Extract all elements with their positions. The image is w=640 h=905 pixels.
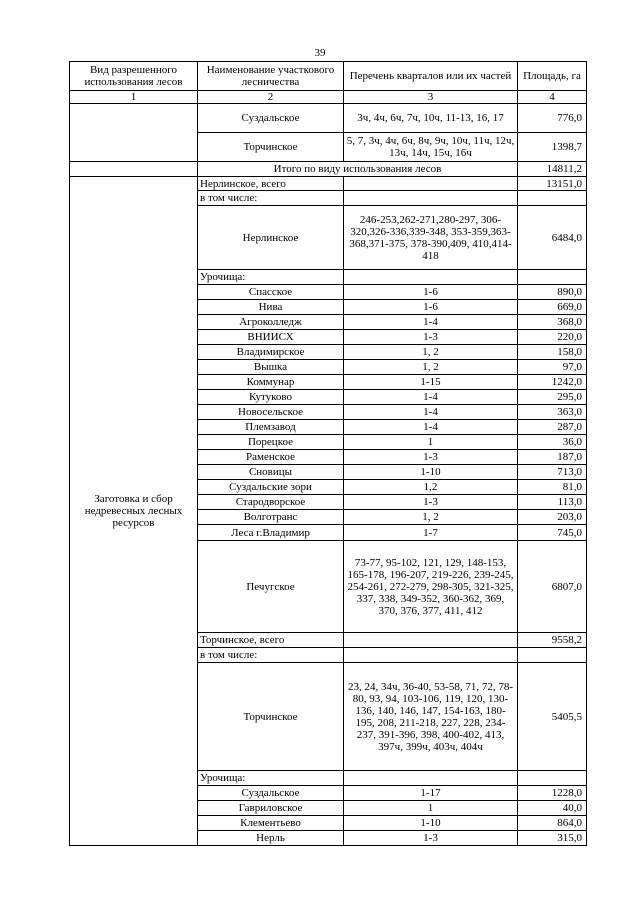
area-cell [518,771,587,786]
area-cell: 97,0 [518,360,587,375]
block-list-cell: 1, 2 [344,345,518,360]
district-name-cell: Сновицы [198,465,344,480]
area-cell: 1242,0 [518,375,587,390]
area-cell [518,648,587,663]
area-cell: 745,0 [518,525,587,541]
district-name-cell: Печугское [198,541,344,633]
area-cell: 5405,5 [518,663,587,771]
column-number-row [70,91,587,104]
column-number: 1 [70,91,198,104]
district-name-cell: Нерль [198,831,344,846]
empty-use-type-cell [70,104,198,162]
district-name-cell: Леса г.Владимир [198,525,344,541]
column-number: 3 [344,91,518,104]
district-name-cell: Урочища: [198,771,344,786]
district-name-cell: Спасское [198,285,344,300]
area-cell: 40,0 [518,801,587,816]
district-name-cell: Торчинское [198,663,344,771]
district-name-cell: в том числе: [198,191,344,206]
area-cell: 13151,0 [518,177,587,191]
block-list-cell: 1, 2 [344,510,518,525]
empty-use-type-cell [70,162,198,177]
area-cell [518,191,587,206]
area-cell: 368,0 [518,315,587,330]
area-cell: 36,0 [518,435,587,450]
block-list-cell: 1 [344,801,518,816]
block-list-cell: 1-6 [344,300,518,315]
area-cell: 295,0 [518,390,587,405]
district-name-cell: Суздальское [198,786,344,801]
block-list-cell [344,177,518,191]
block-list-cell: 1 [344,435,518,450]
block-list-cell [344,771,518,786]
district-name-cell: ВНИИСХ [198,330,344,345]
area-cell: 1228,0 [518,786,587,801]
area-cell: 220,0 [518,330,587,345]
block-list-cell: 1-15 [344,375,518,390]
district-name-cell: в том числе: [198,648,344,663]
district-name-cell: Клементьево [198,816,344,831]
block-list-cell [344,633,518,648]
block-list-cell [344,191,518,206]
block-list-cell: 1-3 [344,495,518,510]
header-block-list: Перечень кварталов или их частей [344,62,518,91]
block-list-cell: 1-4 [344,390,518,405]
district-name-cell: Порецкое [198,435,344,450]
block-list-cell: 3ч, 4ч, 6ч, 7ч, 10ч, 11-13, 16, 17 [344,104,518,133]
district-name-cell: Коммунар [198,375,344,390]
district-name-cell: Суздальское [198,104,344,133]
total-label: Итого по виду использования лесов [198,162,518,177]
district-name-cell: Кутуково [198,390,344,405]
district-name-cell: Нива [198,300,344,315]
area-cell: 315,0 [518,831,587,846]
district-name-cell: Стародворское [198,495,344,510]
table-row [70,177,587,191]
block-list-cell: 1,2 [344,480,518,495]
area-cell: 1398,7 [518,133,587,162]
block-list-cell: 1-10 [344,816,518,831]
area-cell: 669,0 [518,300,587,315]
district-name-cell: Гавриловское [198,801,344,816]
block-list-cell: 1-10 [344,465,518,480]
district-name-cell: Новосельское [198,405,344,420]
district-name-cell: Нерлинское [198,206,344,270]
header-use-type: Вид разрешенного использования лесов [70,62,198,91]
header-district-name: Наименование участкового лесничества [198,62,344,91]
block-list-cell: 1-4 [344,420,518,435]
block-list-cell [344,270,518,285]
area-cell: 713,0 [518,465,587,480]
header-area: Площадь, га [518,62,587,91]
district-name-cell: Вышка [198,360,344,375]
block-list-cell: 23, 24, 34ч, 36-40, 53-58, 71, 72, 78-80, 93, 94, 103-106, 119, 120, 130-136, 140, 146, 147, 154-163, 180-195, 208, 211-218, 227, 228, 234-237, 391-396, 398, 400-402, 413, 397ч, 399ч, 403ч, 404ч [344,663,518,771]
area-cell: 158,0 [518,345,587,360]
block-list-cell: 1-3 [344,831,518,846]
area-cell: 6484,0 [518,206,587,270]
area-cell: 287,0 [518,420,587,435]
area-cell: 890,0 [518,285,587,300]
area-cell: 9558,2 [518,633,587,648]
page-number: 39 [314,47,326,59]
block-list-cell: 1, 2 [344,360,518,375]
area-cell: 203,0 [518,510,587,525]
block-list-cell: 5, 7, 3ч, 4ч, 6ч, 8ч, 9ч, 10ч, 11ч, 12ч, 13ч, 14ч, 15ч, 16ч [344,133,518,162]
area-cell: 113,0 [518,495,587,510]
district-name-cell: Нерлинское, всего [198,177,344,191]
district-name-cell: Агроколледж [198,315,344,330]
block-list-cell: 246-253,262-271,280-297, 306-320,326-336,339-348, 353-359,363-368,371-375, 378-390,409, 410,414-418 [344,206,518,270]
use-type-cell: Заготовка и сбор недревесных лесных ресурсов [70,177,198,846]
block-list-cell [344,648,518,663]
block-list-cell: 1-4 [344,405,518,420]
district-name-cell: Урочища: [198,270,344,285]
district-name-cell: Волготранс [198,510,344,525]
district-name-cell: Владимирское [198,345,344,360]
header-row [70,62,587,91]
total-area: 14811,2 [518,162,587,177]
block-list-cell: 1-7 [344,525,518,541]
table-row [70,104,587,133]
area-cell: 187,0 [518,450,587,465]
forest-use-table [69,61,587,846]
district-name-cell: Торчинское, всего [198,633,344,648]
district-name-cell: Суздальские зори [198,480,344,495]
block-list-cell: 1-3 [344,330,518,345]
block-list-cell: 73-77, 95-102, 121, 129, 148-153, 165-178, 196-207, 219-226, 239-245, 254-261, 272-279, 298-305, 321-325, 337, 338, 349-352, 360-362, 369, 370, 376, 377, 411, 412 [344,541,518,633]
column-number: 2 [198,91,344,104]
block-list-cell: 1-4 [344,315,518,330]
area-cell: 81,0 [518,480,587,495]
block-list-cell: 1-6 [344,285,518,300]
area-cell: 6807,0 [518,541,587,633]
district-name-cell: Торчинское [198,133,344,162]
area-cell: 363,0 [518,405,587,420]
column-number: 4 [518,91,587,104]
total-row [70,162,587,177]
district-name-cell: Племзавод [198,420,344,435]
block-list-cell: 1-17 [344,786,518,801]
area-cell: 776,0 [518,104,587,133]
district-name-cell: Раменское [198,450,344,465]
area-cell: 864,0 [518,816,587,831]
area-cell [518,270,587,285]
block-list-cell: 1-3 [344,450,518,465]
